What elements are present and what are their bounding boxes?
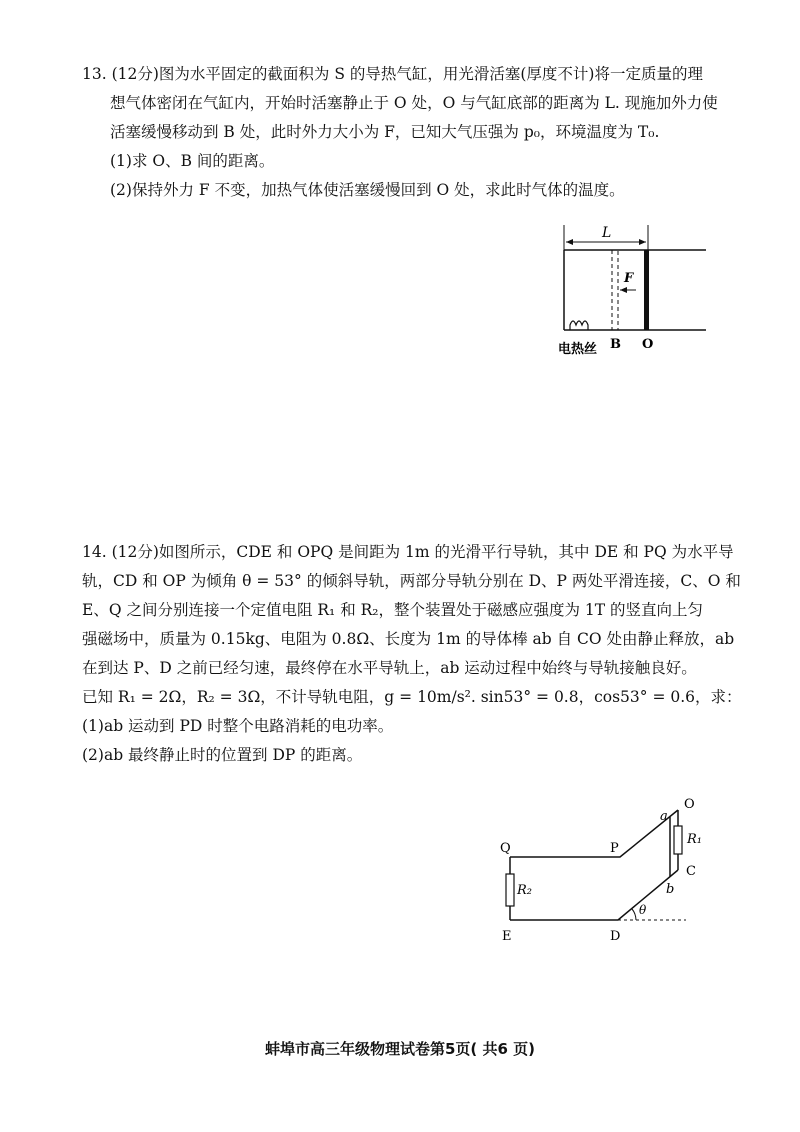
- label-E: E: [502, 929, 512, 944]
- label-heater: 电热丝: [558, 342, 598, 357]
- label-b: b: [666, 882, 675, 897]
- label-C: C: [686, 864, 696, 879]
- q14-line-4: 强磁场中，质量为 0.15kg、电阻为 0.8Ω、长度为 1m 的导体棒 ab 自 CO 处由静止释放，ab: [82, 630, 735, 648]
- label-a: a: [660, 809, 668, 824]
- q14-subquestion-2: (2)ab 最终静止时的位置到 DP 的距离。: [82, 746, 363, 764]
- q13-line-2: 想气体密闭在气缸内，开始时活塞静止于 O 处，O 与气缸底部的距离为 L. 现施加外力使: [110, 94, 718, 112]
- label-F: F: [624, 271, 634, 286]
- resistor-R2: [506, 874, 514, 906]
- q14-line-1: 14. (12分)如图所示，CDE 和 OPQ 是间距为 1m 的光滑平行导轨，其中 DE 和 PQ 为水平导: [82, 543, 734, 561]
- page-footer: 蚌埠市高三年级物理试卷第5页( 共6 页): [264, 1040, 536, 1058]
- label-D: D: [610, 929, 621, 944]
- question-13: [82, 60, 722, 205]
- rail-QPO: [510, 810, 678, 857]
- q14-line-2: 轨，CD 和 OP 为倾角 θ = 53° 的倾斜导轨，两部分导轨分别在 D、P 两处平滑连接，C、O 和: [82, 572, 741, 590]
- q14-figure: [490, 790, 720, 954]
- piston-at-O: [644, 250, 649, 330]
- heater-coil: [570, 321, 588, 330]
- q14-line-5: 在到达 P、D 之前已经匀速，最终停在水平导轨上，ab 运动过程中始终与导轨接触良好。: [82, 659, 697, 677]
- label-L: L: [602, 225, 612, 241]
- q13-figure: [540, 222, 720, 366]
- q13-subquestion-2: (2)保持外力 F 不变，加热气体使活塞缓慢回到 O 处，求此时气体的温度。: [110, 181, 625, 199]
- label-O: O: [642, 337, 654, 352]
- angle-arc: [632, 909, 636, 920]
- q14-line-3: E、Q 之间分别连接一个定值电阻 R₁ 和 R₂，整个装置处于磁感应强度为 1T 的竖直向上匀: [82, 601, 704, 619]
- q14-subquestion-1: (1)ab 运动到 PD 时整个电路消耗的电功率。: [82, 717, 394, 735]
- q13-subquestion-1: (1)求 O、B 间的距离。: [110, 152, 275, 170]
- q14-line-6: 已知 R₁ = 2Ω，R₂ = 3Ω，不计导轨电阻，g = 10m/s². sin53° = 0.8，cos53° = 0.6，求：: [82, 688, 742, 706]
- dim-arrow-left: [566, 239, 573, 245]
- label-R2: R₂: [517, 883, 532, 898]
- label-R1: R₁: [687, 832, 702, 847]
- rail-EDC: [510, 870, 678, 920]
- dim-arrow-right: [639, 239, 646, 245]
- label-O: O: [684, 797, 695, 812]
- q13-line-3: 活塞缓慢移动到 B 处，此时外力大小为 F，已知大气压强为 p₀，环境温度为 T₀.: [110, 123, 660, 141]
- label-B: B: [610, 337, 621, 352]
- piston-at-B: [612, 250, 618, 330]
- q13-line-1: 13. (12分)图为水平固定的截面积为 S 的导热气缸，用光滑活塞(厚度不计)将一定质量的理: [82, 65, 703, 83]
- resistor-R1: [674, 826, 682, 854]
- label-theta: θ: [639, 903, 647, 917]
- force-arrowhead: [620, 287, 627, 293]
- question-14: [82, 538, 742, 770]
- label-Q: Q: [500, 841, 511, 856]
- label-P: P: [610, 841, 619, 856]
